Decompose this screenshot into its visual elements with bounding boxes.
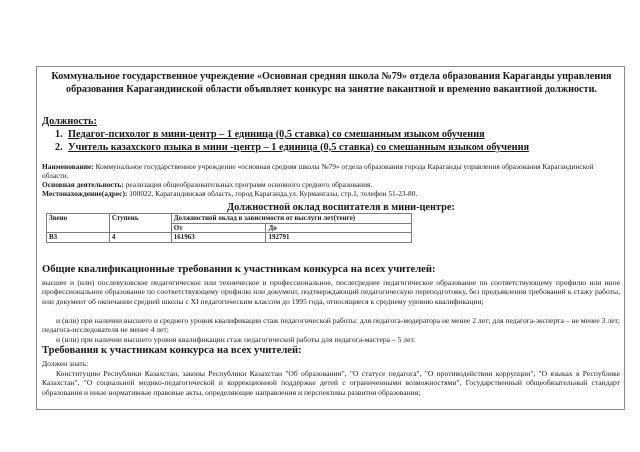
header-salary-group: Должностной оклад в зависимости от выслуги лет(тенге) [171, 214, 411, 224]
must-know-label: Должен знать: [42, 359, 89, 368]
salary-table [46, 213, 412, 243]
general-requirements-paragraph: высшее и (или) послевузовское педагогическое или техническое и профессиональное, послесреднее педагогическое образование по соответствующему профилю или иное профессиональное образование по соответствующему профилю или документ, подтверждающий педагогическую переподготовку, без предъявления требований к стажу работы, или документ об окончании средней школы с XI педагогическим классом до 1995 года, относящиеся к среднему уровню квалификации; [42, 278, 620, 306]
info-activity-label: Основная деятельность: [42, 180, 124, 189]
info-address [42, 189, 619, 198]
announcement-title: Коммунальное государственное учреждение «Основная средняя школа №79» отдела образования Караганды управления образования Карагандинской области объявляет конкурс на занятие вакантной и временно вакантной должности. [51, 71, 612, 95]
position-text: Учитель казахского языка в мини -центр – 1 единица (0,5 ставка) со смешанным языком обучения [68, 141, 530, 153]
info-name-label: Наименование: [42, 162, 94, 171]
positions-label: Должность: [42, 116, 97, 127]
cell-from: 161963 [171, 233, 266, 243]
header-level: Звено [47, 214, 110, 233]
general-requirements-paragraph: и (или) при наличии высшего уровня квалификации стаж педагогической работы для педагога-мастера – 5 лет. [56, 335, 416, 344]
position-number: 1. [55, 129, 63, 140]
cell-level: В3 [47, 233, 110, 243]
info-activity [42, 180, 619, 189]
table-row [47, 233, 412, 243]
cell-step: 4 [109, 233, 171, 243]
general-requirements-heading: Общие квалификационные требования к участникам конкурса на всех учителей: [42, 264, 436, 275]
cell-to: 192791 [266, 233, 412, 243]
teacher-requirements-paragraph: Конституцию Республики Казахстан, законы Республики Казахстан "Об образовании", "О статусе педагога", "О противодействии коррупции", "О языках в Республике Казахстан", "О социальной медико-педагогической и коррекционной поддержке детей с ограниченными возможностями", Государственный общеобязательный стандарт образования и иные нормативные правовые акты, определяющие направления и перспективы развития образования; [42, 369, 620, 397]
info-address-value: 100022, Карагандинская область, город Караганда,ул. Курмангазы, стр.1, телефон 51-23-80. [127, 189, 418, 198]
salary-table-caption: Должностной оклад воспитателя в мини-центре: [227, 202, 455, 213]
organization-info [42, 162, 619, 198]
info-name-value: Коммунальное государственное учреждение «основная средняя школы №79» отдела образования города Караганды управления образования Карагандинской области. [42, 162, 594, 180]
position-item [55, 129, 529, 142]
header-from: От [171, 223, 266, 233]
info-name [42, 162, 619, 180]
info-activity-value: реализация общеобразовательных программ основного среднего образования. [123, 180, 373, 189]
table-header-row [47, 214, 412, 224]
general-requirements-paragraph: и (или) при наличии высшего и среднего уровня квалификации стаж педагогической работы: для педагога-модератора не менее 2 лет; для педагога-эксперта – не менее 3 лет; педагога-исследователя не менее 4 лет; [42, 316, 620, 335]
teacher-requirements-heading: Требования к участникам конкурса на всех учителей: [42, 345, 302, 356]
info-address-label: Местонахождение(адрес): [42, 189, 128, 198]
document-page [36, 66, 625, 410]
header-to: До [266, 223, 412, 233]
position-item [55, 142, 529, 155]
header-step: Ступень [109, 214, 171, 233]
positions-list [55, 129, 529, 154]
position-text: Педагог-психолог в мини-центр – 1 единица (0,5 ставка) со смешанным языком обучения [68, 129, 485, 140]
position-number: 2. [55, 141, 63, 153]
